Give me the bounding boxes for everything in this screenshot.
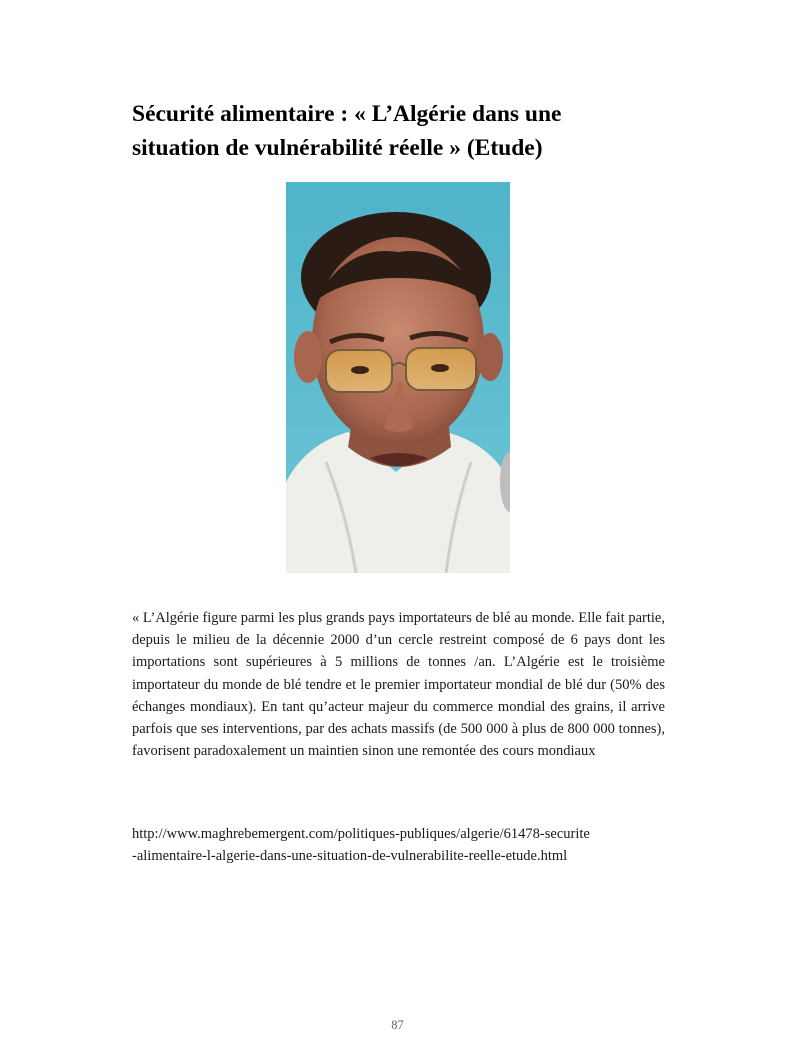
- source-link-line-1[interactable]: http://www.maghrebemergent.com/politiques-publiques/algerie/61478-securite: [132, 826, 590, 842]
- article-title: [132, 97, 672, 165]
- article-title-line-2: situation de vulnérabilité réelle » (Etude): [132, 135, 543, 161]
- source-link-line-2[interactable]: -alimentaire-l-algerie-dans-une-situation-de-vulnerabilite-reelle-etude.html: [132, 848, 568, 865]
- article-title-line-1: Sécurité alimentaire : « L’Algérie dans une: [132, 101, 562, 127]
- page-number: 87: [391, 1018, 404, 1032]
- source-link[interactable]: [132, 823, 665, 867]
- article-body: « L’Algérie figure parmi les plus grands pays importateurs de blé au monde. Elle fait partie, depuis le milieu de la décennie 2000 d’un cercle restreint composé de 6 pays dont les importations sont supérieures à 5 millions de tonnes /an. L’Algérie est le troisième importateur du monde de blé tendre et le premier importateur mondial de blé dur (50% des échanges mondiaux). En tant qu’acteur majeur du commerce mondial des grains, il arrive parfois que ses interventions, par des achats massifs (de 500 000 à plus de 800 000 tonnes), favorisent paradoxalement un maintien sinon une remontée des cours mondiaux: [132, 610, 665, 760]
- portrait-photo: [286, 182, 510, 573]
